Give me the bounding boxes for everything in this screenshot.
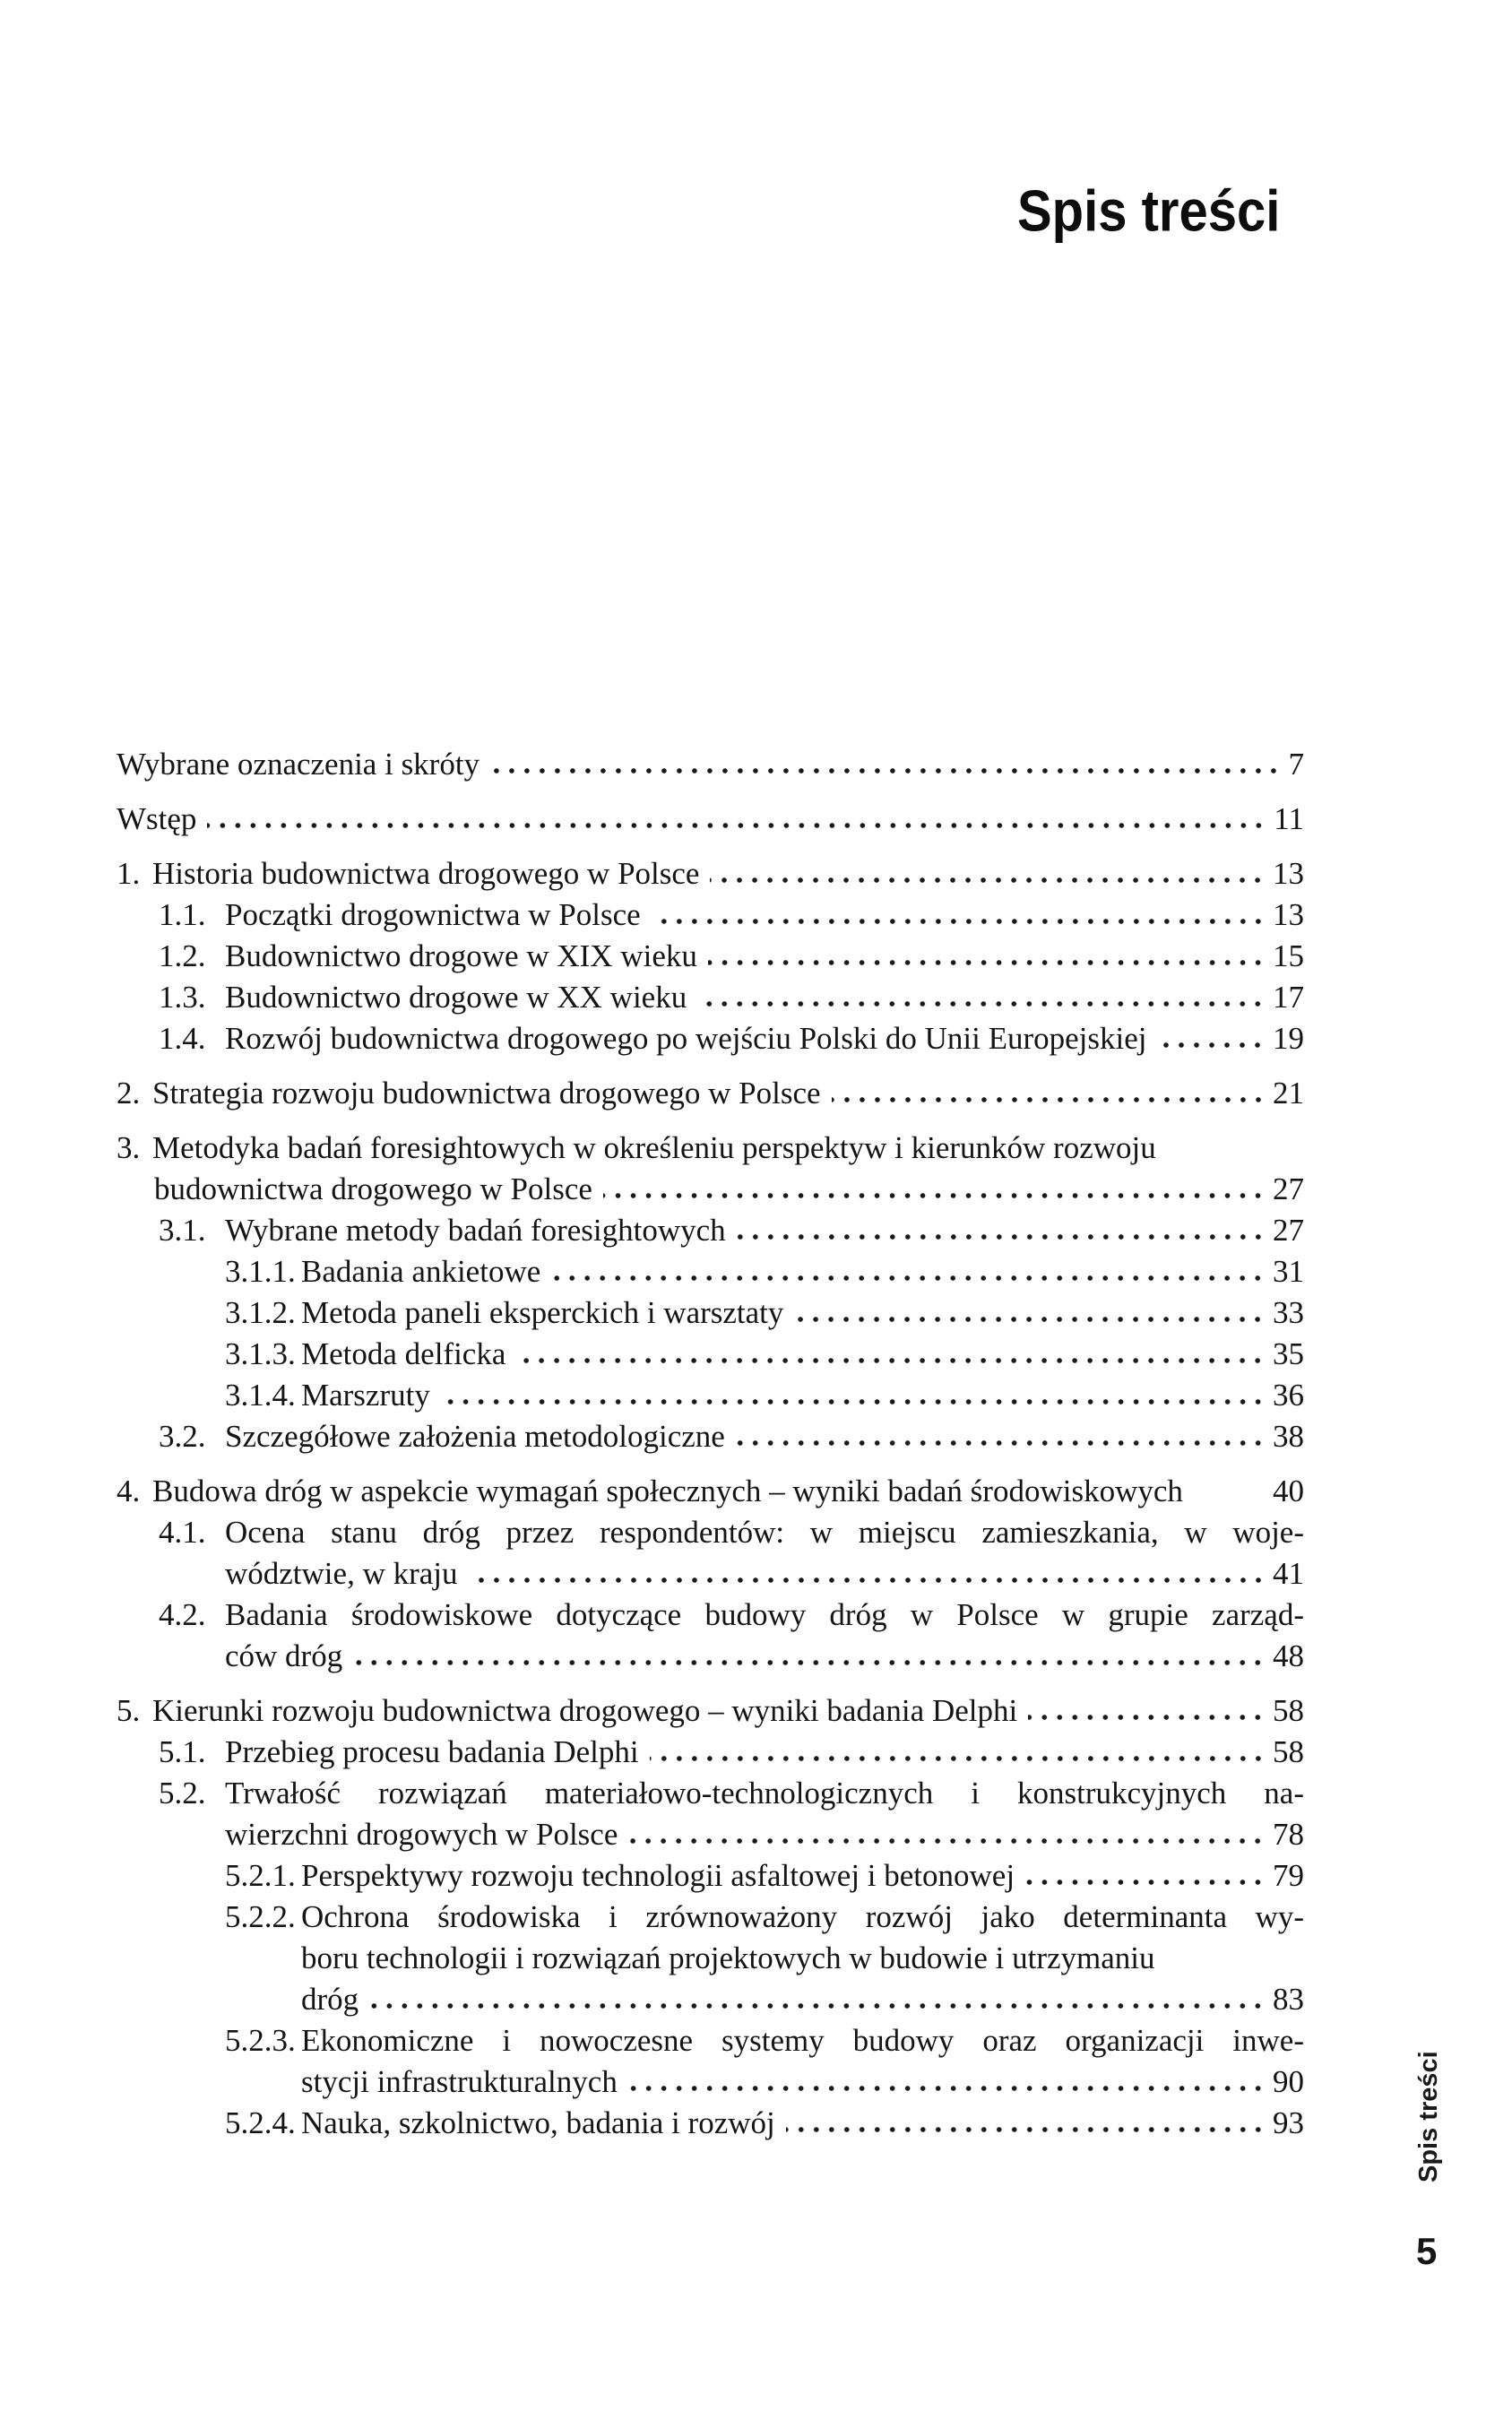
dot-leader (628, 1838, 1266, 1844)
toc-entry-text: Kierunki rozwoju budownictwa drogowego – wyniki badania Delphi (152, 1693, 1018, 1728)
dot-leader (650, 1756, 1266, 1761)
toc-line (117, 799, 1304, 840)
toc-line (117, 1897, 1304, 1938)
toc-page-number: 58 (1273, 1693, 1304, 1728)
toc-line (117, 1938, 1304, 1979)
toc-entry-number: 1.3. (159, 980, 206, 1015)
toc-page-number: 90 (1273, 2064, 1304, 2099)
page-number: 5 (1416, 2230, 1438, 2272)
toc-entry-number: 1.2. (159, 938, 206, 973)
dot-leader (832, 1097, 1266, 1102)
toc-line (117, 1416, 1304, 1457)
dot-leader (737, 1234, 1266, 1240)
toc-entry-text: dróg (301, 1982, 359, 2017)
toc-page-number: 15 (1273, 938, 1304, 973)
toc-line (117, 1292, 1304, 1334)
toc-entry-text: wierzchni drogowych w Polsce (225, 1817, 618, 1852)
toc-entry-number: 4.1. (159, 1515, 206, 1550)
toc-entry-text: Szczegółowe założenia metodologiczne (225, 1419, 725, 1454)
toc-line (117, 1690, 1304, 1732)
toc-line (117, 1334, 1304, 1375)
toc-page-number: 31 (1273, 1254, 1304, 1289)
toc-entry-text: ców dróg (225, 1638, 343, 1673)
toc-entry-number: 4.2. (159, 1597, 206, 1632)
toc-page-number: 38 (1273, 1419, 1304, 1454)
toc-entry-text: Metoda delficka (301, 1336, 506, 1371)
toc-line (117, 1375, 1304, 1416)
dot-leader (551, 1275, 1266, 1281)
toc-page-number: 17 (1273, 980, 1304, 1015)
toc-entry-number: 5.2.4. (225, 2105, 296, 2140)
toc-page-number: 35 (1273, 1336, 1304, 1371)
toc-line (117, 895, 1304, 936)
toc-entry-text: Badania środowiskowe dotyczące budowy dróg w Polsce w grupie zarząd- (225, 1597, 1304, 1632)
toc-line (117, 1979, 1304, 2020)
dot-leader (708, 960, 1266, 965)
toc-entry-text: Marszruty (301, 1378, 430, 1413)
toc-page-number: 21 (1273, 1076, 1304, 1111)
toc-entry-text: Przebieg procesu badania Delphi (225, 1734, 639, 1769)
toc-line (117, 1512, 1304, 1553)
toc-line (117, 1169, 1304, 1210)
toc-entry-text: Trwałość rozwiązań materiałowo-technologicznych i konstrukcyjnych na- (225, 1776, 1304, 1811)
toc-entry-text: Badania ankietowe (301, 1254, 541, 1289)
dot-leader (353, 1660, 1266, 1665)
toc-entry-number: 5.2. (159, 1776, 206, 1811)
toc-page-number: 27 (1273, 1213, 1304, 1248)
toc-entry-text: Historia budownictwa drogowego w Polsce (152, 856, 700, 891)
toc-line (117, 2103, 1304, 2144)
toc-line (117, 936, 1304, 977)
toc-line (117, 1251, 1304, 1292)
dot-leader (697, 1001, 1266, 1007)
toc-entry-text: Perspektywy rozwoju technologii asfaltowej i betonowej (301, 1858, 1015, 1893)
dot-leader (794, 1317, 1266, 1322)
dot-leader (369, 2003, 1266, 2009)
toc-entry-number: 4. (117, 1474, 141, 1508)
toc-entry-number: 3.1.3. (225, 1336, 296, 1371)
toc-entry-text: Wybrane oznaczenia i skróty (117, 747, 480, 782)
dot-leader (652, 919, 1266, 924)
toc-entry-number: 1.1. (159, 897, 206, 932)
page-title: Spis treści (1017, 178, 1281, 244)
toc-page-number: 58 (1273, 1734, 1304, 1769)
toc-entry-number: 5. (117, 1693, 141, 1728)
toc-line (117, 2020, 1304, 2061)
toc-entry-text: wództwie, w kraju (225, 1556, 458, 1591)
toc-line (117, 1073, 1304, 1114)
table-of-contents (117, 744, 1304, 2144)
toc-entry-number: 5.1. (159, 1734, 206, 1769)
toc-line (117, 1814, 1304, 1855)
toc-page-number: 41 (1273, 1556, 1304, 1591)
toc-entry-text: Budownictwo drogowe w XX wieku (225, 980, 687, 1015)
toc-page-number: 79 (1273, 1858, 1304, 1893)
dot-leader (1028, 1715, 1266, 1720)
toc-entry-text: stycji infrastrukturalnych (301, 2064, 618, 2099)
dot-leader (1194, 1495, 1266, 1500)
toc-entry-text: boru technologii i rozwiązań projektowych w budowie i utrzymaniu (301, 1940, 1155, 1975)
toc-entry-number: 2. (117, 1076, 141, 1111)
dot-leader (603, 1193, 1266, 1198)
toc-page-number: 33 (1273, 1295, 1304, 1330)
toc-entry-number: 3. (117, 1130, 141, 1165)
toc-page-number: 36 (1273, 1378, 1304, 1413)
toc-line (117, 744, 1304, 785)
toc-page-number: 78 (1273, 1817, 1304, 1852)
dot-leader (441, 1399, 1266, 1404)
margin-section-label: Spis treści (1414, 2051, 1443, 2182)
dot-leader (628, 2086, 1266, 2091)
dot-leader (786, 2127, 1266, 2132)
dot-leader (490, 768, 1281, 774)
toc-page-number: 93 (1273, 2105, 1304, 2140)
toc-entry-number: 5.2.2. (225, 1899, 296, 1934)
toc-line (117, 1471, 1304, 1512)
toc-line (117, 1553, 1304, 1595)
toc-entry-text: Początki drogownictwa w Polsce (225, 897, 641, 932)
dot-leader (1025, 1880, 1266, 1885)
toc-entry-number: 3.1.4. (225, 1378, 296, 1413)
toc-entry-text: budownictwa drogowego w Polsce (154, 1171, 592, 1206)
toc-page-number: 40 (1273, 1474, 1304, 1508)
toc-entry-text: Metodyka badań foresightowych w określeniu perspektyw i kierunków rozwoju (152, 1130, 1156, 1165)
toc-page-number: 19 (1273, 1021, 1304, 1056)
toc-page-number: 11 (1274, 801, 1304, 836)
toc-page-number: 83 (1273, 1982, 1304, 2017)
toc-entry-text: Metoda paneli eksperckich i warsztaty (301, 1295, 784, 1330)
toc-page-number: 13 (1273, 856, 1304, 891)
toc-line (117, 1855, 1304, 1897)
toc-entry-number: 3.1.1. (225, 1254, 296, 1289)
toc-entry-number: 1.4. (159, 1021, 206, 1056)
dot-leader (1157, 1042, 1266, 1048)
dot-leader (736, 1440, 1266, 1446)
toc-entry-text: Wybrane metody badań foresightowych (225, 1213, 726, 1248)
toc-line (117, 1595, 1304, 1636)
toc-entry-text: Wstęp (117, 801, 197, 836)
dot-leader (207, 823, 1266, 828)
toc-entry-number: 1. (117, 856, 141, 891)
toc-entry-number: 3.1. (159, 1213, 206, 1248)
toc-entry-number: 3.1.2. (225, 1295, 296, 1330)
toc-entry-text: Nauka, szkolnictwo, badania i rozwój (301, 2105, 775, 2140)
toc-entry-text: Ocena stanu dróg przez respondentów: w miejscu zamieszkania, w woje- (225, 1515, 1304, 1550)
toc-entry-text: Ochrona środowiska i zrównoważony rozwój jako determinanta wy- (301, 1899, 1304, 1934)
toc-entry-text: Budownictwo drogowe w XIX wieku (225, 938, 697, 973)
toc-line (117, 1128, 1304, 1169)
toc-line (117, 853, 1304, 895)
dot-leader (469, 1577, 1266, 1583)
dot-leader (710, 877, 1266, 883)
toc-entry-text: Budowa dróg w aspekcie wymagań społecznych – wyniki badań środowiskowych (152, 1474, 1183, 1508)
toc-line (117, 1018, 1304, 1059)
toc-page-number: 13 (1273, 897, 1304, 932)
toc-entry-number: 5.2.1. (225, 1858, 296, 1893)
toc-line (117, 1732, 1304, 1773)
toc-entry-text: Rozwój budownictwa drogowego po wejściu Polski do Unii Europejskiej (225, 1021, 1147, 1056)
toc-line (117, 1210, 1304, 1251)
toc-line (117, 1773, 1304, 1814)
toc-entry-number: 3.2. (159, 1419, 206, 1454)
toc-line (117, 1636, 1304, 1677)
toc-entry-number: 5.2.3. (225, 2023, 296, 2058)
toc-entry-text: Ekonomiczne i nowoczesne systemy budowy oraz organizacji inwe- (301, 2023, 1304, 2058)
toc-page-number: 48 (1273, 1638, 1304, 1673)
toc-line (117, 2061, 1304, 2103)
toc-page-number: 27 (1273, 1171, 1304, 1206)
dot-leader (516, 1358, 1266, 1363)
toc-page-number: 7 (1288, 747, 1304, 782)
toc-line (117, 977, 1304, 1018)
toc-entry-text: Strategia rozwoju budownictwa drogowego w Polsce (152, 1076, 821, 1111)
